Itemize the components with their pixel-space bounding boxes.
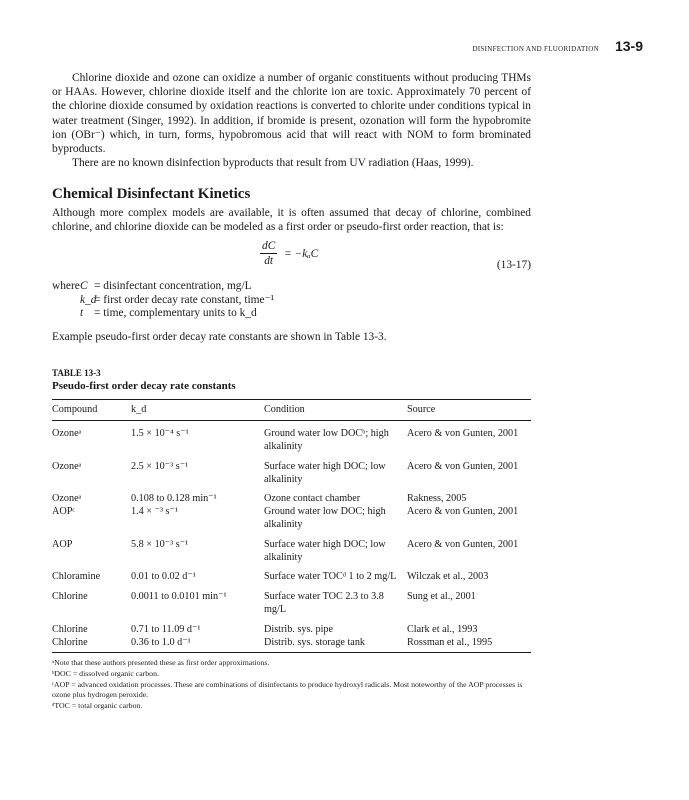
cell-kd: 0.36 to 1.0 d⁻¹ <box>131 637 264 653</box>
equation-denominator: dt <box>264 255 274 268</box>
variable-definitions <box>52 280 531 321</box>
cell-kd: 1.5 × 10⁻⁴ s⁻¹ <box>131 428 189 440</box>
cell-condition: Ground water low DOC; high alkalinity <box>264 506 386 530</box>
cell-kd: 1.4 × ⁻³ s⁻¹ <box>131 506 178 518</box>
definition-row <box>52 280 531 294</box>
cell-compound: Chlorine <box>52 623 88 635</box>
cell-compound: Ozoneᵃ <box>52 493 82 505</box>
definition-variable: t <box>80 307 84 320</box>
equation-13-17 <box>52 236 531 280</box>
table-label: TABLE 13-3 <box>52 368 101 379</box>
cell-kd: 2.5 × 10⁻³ s⁻¹ <box>131 460 189 472</box>
header-kd: k_d <box>131 400 264 421</box>
table-row <box>52 454 531 487</box>
cell-source: Rossman et al., 1995 <box>407 637 531 653</box>
cell-compound: Chlorine <box>52 637 131 653</box>
definition-row <box>52 307 531 321</box>
cell-source: Wilczak et al., 2003 <box>407 571 489 583</box>
paragraph-byproducts: Chlorine dioxide and ozone can oxidize a number of organic constituents without producing THMs or HAAs. However, chlorine dioxide itself and the chlorite ion are toxic. Approximately 70 percent of the chlorine dioxide consumed by oxidation reactions is converted to chlorite under conditions typical in water treatment (Singer, 1992). In addition, if bromide is present, ozonation will form the hypobromite ion (OBr⁻) which, in turn, forms, hypobromous acid that will react with NOM to form brominated byproducts. <box>52 72 531 156</box>
table-row <box>52 617 531 637</box>
table-row <box>52 584 531 617</box>
table-row <box>52 637 531 653</box>
definition-text: = time, complementary units to k_d <box>94 307 257 320</box>
header-source: Source <box>407 400 531 421</box>
table-row <box>52 421 531 454</box>
cell-kd: 0.71 to 11.09 d⁻¹ <box>131 623 201 635</box>
table-row <box>52 506 531 532</box>
paragraph-uv: There are no known disinfection byproducts that result from UV radiation (Haas, 1999). <box>72 157 474 170</box>
page-number: 13-9 <box>614 38 643 54</box>
definition-text: = disinfectant concentration, mg/L <box>94 280 252 293</box>
section-intro: Although more complex models are available, it is often assumed that decay of chlorine, combined chlorine, and chlorine dioxide can be modeled as a first order or pseudo-first order reaction, that is: <box>52 206 531 233</box>
table-footnotes <box>52 658 531 711</box>
cell-condition: Distrib. sys. storage tank <box>264 637 407 653</box>
cell-kd: 0.108 to 0.128 min⁻¹ <box>131 493 217 505</box>
cell-source: Acero & von Gunten, 2001 <box>407 506 519 518</box>
footnote-a: ᵃNote that these authors presented these as first order approximations. <box>52 658 270 668</box>
decay-constants-table <box>52 399 531 653</box>
cell-kd: 5.8 × 10⁻³ s⁻¹ <box>131 538 189 550</box>
cell-kd: 0.0011 to 0.0101 min⁻¹ <box>131 591 227 603</box>
header-compound: Compound <box>52 400 131 421</box>
cell-condition: Surface water TOCᵈ 1 to 2 mg/L <box>264 571 397 583</box>
body-content <box>52 71 531 711</box>
equation-rhs: = −kₐC <box>284 248 319 261</box>
cell-condition: Surface water high DOC; low alkalinity <box>264 538 386 563</box>
cell-compound: Chlorine <box>52 591 88 603</box>
running-title: DISINFECTION AND FLUORIDATION <box>472 45 599 53</box>
cell-condition: Surface water TOC 2.3 to 3.8 mg/L <box>264 591 384 615</box>
cell-source: Rakness, 2005 <box>407 493 467 505</box>
section-heading: Chemical Disinfectant Kinetics <box>52 186 251 203</box>
table-13-3 <box>52 368 531 711</box>
cell-condition: Ground water low DOCᵇ; high alkalinity <box>264 428 389 453</box>
header-condition: Condition <box>264 400 407 421</box>
footnote-c: ᶜAOP = advanced oxidation processes. These are combinations of disinfectants to produce hydroxyl radicals. Most noteworthy of the AOP processes is ozone plus hydrogen peroxide. <box>52 679 523 700</box>
equation-number: (13-17) <box>496 259 531 272</box>
definition-variable: k_d <box>80 293 97 306</box>
example-text: Example pseudo-first order decay rate constants are shown in Table 13-3. <box>52 330 387 343</box>
cell-source: Sung et al., 2001 <box>407 591 476 603</box>
cell-compound: Ozoneᵃ <box>52 428 82 440</box>
where-lead: where <box>52 280 80 293</box>
cell-kd: 0.01 to 0.02 d⁻¹ <box>131 571 196 583</box>
definition-row <box>52 294 531 308</box>
table-row <box>52 564 531 584</box>
table-row <box>52 532 531 565</box>
cell-compound: Ozoneᵃ <box>52 460 82 472</box>
definition-variable: C <box>80 280 88 293</box>
definition-text: = first order decay rate constant, time⁻¹ <box>94 293 274 306</box>
cell-source: Acero & von Gunten, 2001 <box>407 538 519 550</box>
running-header <box>472 38 643 54</box>
footnote-d: ᵈTOC = total organic carbon. <box>52 700 143 710</box>
cell-compound: Chloramine <box>52 571 101 583</box>
table-header-row <box>52 400 531 421</box>
cell-source: Clark et al., 1993 <box>407 623 478 635</box>
cell-compound: AOP <box>52 538 73 550</box>
cell-condition: Surface water high DOC; low alkalinity <box>264 460 386 485</box>
cell-compound: AOPᶜ <box>52 506 75 518</box>
table-title: Pseudo-first order decay rate constants <box>52 380 236 393</box>
cell-source: Acero & von Gunten, 2001 <box>407 460 519 472</box>
cell-source: Acero & von Gunten, 2001 <box>407 428 519 440</box>
table-row <box>52 486 531 506</box>
equation-numerator: dC <box>262 240 276 253</box>
equation-fraction <box>260 240 277 269</box>
cell-condition: Distrib. sys. pipe <box>264 623 334 635</box>
footnote-b: ᵇDOC = dissolved organic carbon. <box>52 668 159 678</box>
cell-condition: Ozone contact chamber <box>264 493 361 505</box>
